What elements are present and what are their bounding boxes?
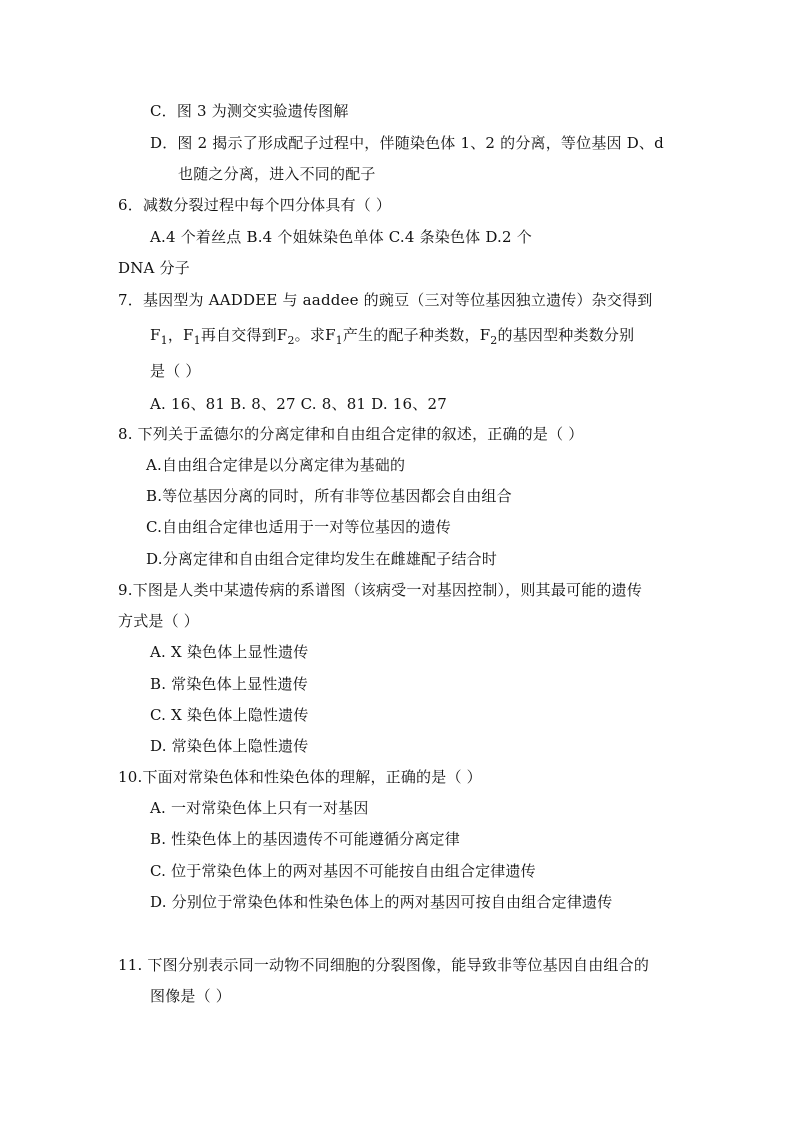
q10-option-a: A. 一对常染色体上只有一对基因 bbox=[150, 799, 369, 817]
q9-option-b: B. 常染色体上显性遗传 bbox=[150, 675, 308, 693]
q10-option-d: D. 分别位于常染色体和性染色体上的两对基因可按自由组合定律遗传 bbox=[150, 893, 613, 911]
q8-stem: 8. 下列关于孟德尔的分离定律和自由组合定律的叙述，正确的是（ ） bbox=[118, 425, 584, 443]
q8-option-c: C.自由组合定律也适用于一对等位基因的遗传 bbox=[146, 518, 451, 536]
q6-options: A.4 个着丝点 B.4 个姐妹染色单体 C.4 条染色体 D.2 个 bbox=[150, 228, 532, 246]
q9-stem-line2: 方式是（ ） bbox=[118, 612, 199, 630]
q8-option-d: D.分离定律和自由组合定律均发生在雌雄配子结合时 bbox=[146, 550, 498, 568]
q6-stem: 6．减数分裂过程中每个四分体具有（ ） bbox=[118, 196, 392, 214]
q8-option-a: A.自由组合定律是以分离定律为基础的 bbox=[146, 456, 406, 474]
q9-option-a: A. X 染色体上显性遗传 bbox=[150, 643, 309, 661]
q10-stem: 10.下面对常染色体和性染色体的理解，正确的是（ ） bbox=[118, 768, 482, 786]
q11-stem-line1: 11. 下图分别表示同一动物不同细胞的分裂图像，能导致非等位基因自由组合的 bbox=[118, 956, 650, 974]
q8-option-b: B.等位基因分离的同时，所有非等位基因都会自由组合 bbox=[146, 487, 512, 505]
q5-option-d-cont: 也随之分离，进入不同的配子 bbox=[178, 165, 376, 183]
q9-stem-line1: 9.下图是人类中某遗传病的系谱图（该病受一对基因控制），则其最可能的遗传 bbox=[118, 581, 643, 599]
q5-option-d: D．图 2 揭示了形成配子过程中，伴随染色体 1、2 的分离，等位基因 D、d bbox=[150, 134, 664, 152]
q5-option-c: C．图 3 为测交实验遗传图解 bbox=[150, 102, 349, 120]
q7-stem-line2: $F_1$，$F_1$再自交得到$F_2$。求$F_1$产生的配子种类数，$F_2$的基因型种类数分别 bbox=[150, 326, 635, 347]
q11-stem-line2: 图像是（ ） bbox=[150, 987, 231, 1005]
q10-option-c: C. 位于常染色体上的两对基因不可能按自由组合定律遗传 bbox=[150, 862, 536, 880]
q10-option-b: B. 性染色体上的基因遗传不可能遵循分离定律 bbox=[150, 830, 460, 848]
q9-option-d: D. 常染色体上隐性遗传 bbox=[150, 737, 309, 755]
q9-option-c: C. X 染色体上隐性遗传 bbox=[150, 706, 309, 724]
q6-options-cont: DNA 分子 bbox=[118, 259, 190, 277]
q7-stem-line3: 是（ ） bbox=[150, 362, 201, 380]
q7-stem-line1: 7．基因型为 AADDEE 与 aaddee 的豌豆（三对等位基因独立遗传）杂交得到 bbox=[118, 291, 653, 309]
q7-options: A. 16、81 B. 8、27 C. 8、81 D. 16、27 bbox=[150, 395, 447, 413]
